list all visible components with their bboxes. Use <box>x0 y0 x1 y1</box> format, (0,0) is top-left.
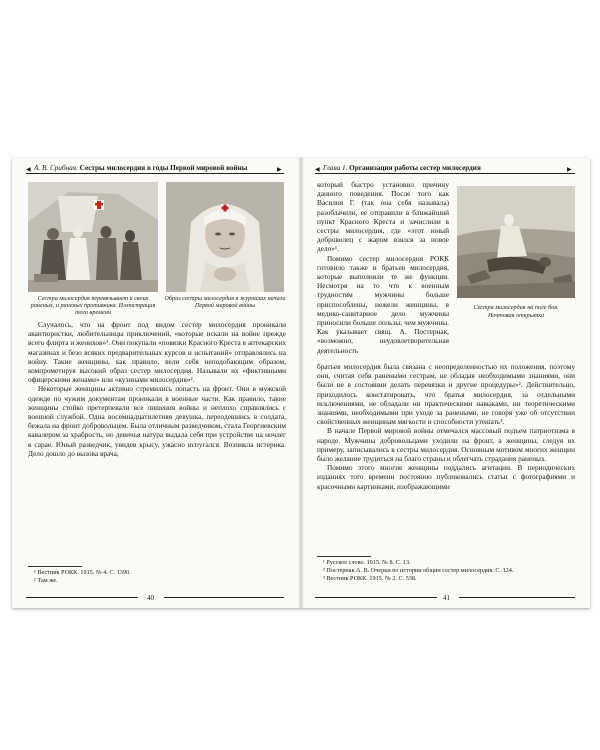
figure-caption-line1: Сестра милосердия на поле боя. <box>473 304 559 311</box>
right-paragraph-3: Помимо этого многие женщины поддались агитации. В периодических изданиях того времени постоянно публиковались статьи с фотографиями и красочными картинками, изображающими <box>317 463 575 491</box>
illustration-battlefield <box>457 186 575 298</box>
ornament-arrow-right: ▶ <box>567 167 572 173</box>
running-head-chapter: Глава 1. <box>323 164 348 172</box>
running-head-title: Сестры милосердия в годы Первой мировой войны <box>79 164 248 172</box>
ornament-arrow-left: ◀ <box>315 167 320 173</box>
left-running-head <box>34 164 247 172</box>
book-gutter <box>298 158 304 608</box>
ornament-arrow-left: ◀ <box>26 167 31 173</box>
ornament-arrow-right: ▶ <box>277 167 282 173</box>
illustration-field-hospital <box>28 182 158 292</box>
right-paragraph-1: братьев милосердия была связана с неопределенностью их положения, поэтому они, считая себя ранеными сестрам, не обладая необходимыми знаниями, они были не в состоянии делать перевязки и другие процедуры»². Действительно, приходилось констатировать, что братья милосердия, за отдельными исключениями, не обладали ни практическими навыками, ни теоретическими знаниями, необходимыми при уходе за ранеными, не говоря уже об отсутствии свойственных женщинам мягкости и способности утешать³. <box>317 362 575 427</box>
figure-battlefield-nurse <box>457 186 575 298</box>
left-body-text <box>28 320 286 458</box>
left-folio-rule-a <box>26 597 138 598</box>
running-head-author: А. В. Срибная. <box>34 164 78 172</box>
right-footnote-3: ³ Вестник РОКК. 1915. № 2. С. 538. <box>323 575 417 582</box>
right-running-head <box>323 164 481 172</box>
right-paragraph-2: В начале Первой мировой войны отмечался массовый подъем патриотизма в народе. Мужчины добровольцами уходили на фронт, а женщины, следуя их примеру, записывались в сестры милосердия. Основным мотивом многих женщин было желание трудиться на благо страны и облегчать страдания раненых. <box>317 426 575 464</box>
right-footnote-1: ¹ Русское слово. 1915. № 8. С. 13. <box>323 559 411 566</box>
left-folio: 40 <box>147 594 154 602</box>
figure-caption-line2: Почтовая открытка <box>487 312 545 319</box>
narrow-paragraph-1: который быстро установил причину данного поведения. После того как Василия Г. (так она себя называла) разоблачили, ее отправили в ближайший пункт Красного Креста и зачислили в сестры милосердия, где «этот юный доброволец с жаром взялся за новое дело»¹. <box>317 180 449 254</box>
figure1-caption: Сестра милосердия перевязывает и своих раненых, и раненых противника. Иллюстрация того времени <box>30 295 156 317</box>
figure-nurse-bandaging <box>28 182 158 292</box>
right-folio-rule-a <box>315 597 437 598</box>
left-footnote-2: ² Там же. <box>34 577 58 584</box>
book-spread <box>12 158 590 608</box>
running-head-rule <box>26 173 284 174</box>
narrow-paragraph-2: Помимо сестер милосердия РОКК готовило также и братьев милосердия, которые выполняли те же функции. Несмотря на то что к военным трудностям мужчины больше приспособлены, нежели женщины, в медико-санитарное дело мужчины приносили больше пользы, чем мужчины. Как указывает свящ. А. Постернак, «возможно, неудовлетворительная деятельность <box>317 253 449 355</box>
right-narrow-text <box>317 180 449 355</box>
right-footnote-rule <box>317 556 371 557</box>
left-paragraph-1: Случалось, что на фронт под видом сестер милосердия проникали авантюристки, любительницы приключений, «которые искали на войне прежде всего флирта и женихов»¹. Они покупали «повязки Красного Креста в аптекарских магазинах и безо всяких предварительных курсов и испытаний» отправлялись на войну. Такие женщины, как правило, вели себя неподобающим образом, компрометируя высокий образ сестер милосердия. Называли их «фиктивными офицерскими женами» или «кузинами милосердия»². <box>28 320 286 385</box>
running-head-title: Организация работы сестер милосердия <box>349 164 481 172</box>
left-folio-rule-b <box>164 597 284 598</box>
running-head-rule <box>315 173 575 174</box>
left-footnote-1: ¹ Вестник РОКК. 1915. № 4. С. 1390. <box>34 569 131 576</box>
left-page <box>12 158 301 608</box>
right-folio: 41 <box>443 594 450 602</box>
figure2-caption: Образ сестры милосердия в журналах начала Первой мировой войны <box>164 295 286 310</box>
right-footnote-2: ² Постернак А. В. Очерки по истории общин сестер милосердия. С. 124. <box>323 567 514 574</box>
illustration-nurse-portrait <box>166 182 284 292</box>
left-paragraph-2: Некоторые женщины активно стремились попасть на фронт. Они в мужской одежде по чужим документам проникали в военные части. Как правило, такие женщины стойко претерпевали все лишения войны и неплохо справлялись с военной службой. Одна восемнадцатилетняя девушка, переодевшись в солдата, бежала на фронт добровольцем. Была отличным разведчиком, стала Георгиевским кавалером за храбрость, но девичья натура выдала себя при устройстве на ночлег в сарае. Юный разведчик, увидев крысу, ужасно испугался. Возникла истерика. Дело дошло до вызова врача, <box>28 384 286 458</box>
figure-nurse-portrait <box>166 182 284 292</box>
right-body-text <box>317 362 575 491</box>
right-page <box>301 158 590 608</box>
left-footnote-rule <box>28 566 82 567</box>
right-folio-rule-b <box>459 597 575 598</box>
